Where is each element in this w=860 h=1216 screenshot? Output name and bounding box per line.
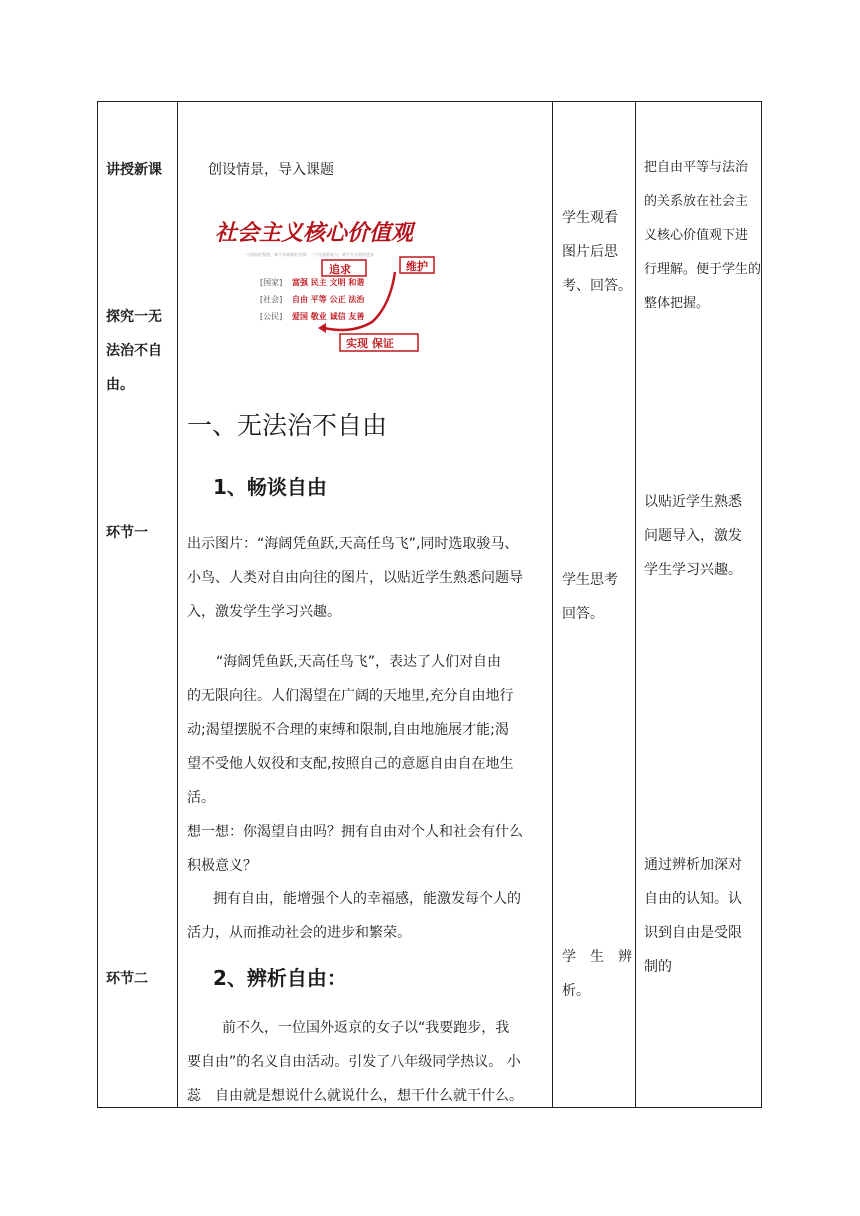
activity-line: 图片后思 xyxy=(562,244,618,260)
row-tag: [社会] xyxy=(260,295,283,304)
arrow-head xyxy=(318,323,326,333)
paragraph-line: 小鸟、人类对自由向往的图片，以贴近学生熟悉问题导 xyxy=(187,570,523,586)
activity-line: 回答。 xyxy=(562,606,604,622)
design-line: 通过辨析加深对 xyxy=(644,857,742,873)
column-divider xyxy=(177,102,178,1107)
design-line: 义核心价值观下进 xyxy=(644,228,749,243)
row-tag: [国家] xyxy=(260,278,283,287)
paragraph-line: 前不久，一位国外返京的女子以“我要跑步，我 xyxy=(222,1020,510,1036)
paragraph-line: 的无限向往。人们渴望在广阔的天地里,充分自由地行 xyxy=(187,688,514,704)
realize-label: 实现 保证 xyxy=(346,337,394,350)
design-line: 学生学习兴趣。 xyxy=(644,562,742,578)
design-line: 整体把握。 xyxy=(644,296,710,311)
activity-line: 考、回答。 xyxy=(562,278,632,294)
row-values: 自由 平等 公正 法治 xyxy=(292,295,365,304)
activity-line: 析。 xyxy=(562,983,590,999)
row-values: 爱国 敬业 诚信 友善 xyxy=(292,312,365,321)
column-divider xyxy=(635,102,636,1107)
design-line: 自由的认知。认 xyxy=(644,891,742,907)
paragraph-line: 出示图片：“海阔凭鱼跃,天高任鸟飞”,同时选取骏马、 xyxy=(187,536,519,552)
paragraph-line: 积极意义？ xyxy=(187,858,257,874)
maintain-label: 维护 xyxy=(406,260,428,273)
heading-subsection-2: 2、辨析自由： xyxy=(213,966,347,990)
design-line: 的关系放在社会主 xyxy=(644,194,749,209)
paragraph-line: 蕊 自由就是想说什么就说什么，想干什么就干什么。 xyxy=(187,1088,523,1104)
row-tag: [公民] xyxy=(260,312,283,321)
heading-subsection-1: 1、畅谈自由 xyxy=(213,475,327,499)
heading-section-1: 一、无法治不自由 xyxy=(187,411,388,440)
explore-label-line: 由。 xyxy=(106,377,134,393)
section-label-new-lesson: 讲授新课 xyxy=(106,162,162,178)
design-line: 识到自由是受限 xyxy=(644,925,742,941)
link-label-1: 环节一 xyxy=(106,525,148,541)
activity-line: 学 生 辨 xyxy=(562,949,632,965)
activity-line: 学生观看 xyxy=(562,210,618,226)
banner-title: 社会主义核心价值观 xyxy=(215,220,414,246)
design-line: 制的 xyxy=(644,959,672,975)
design-line: 把自由平等与法治 xyxy=(644,160,749,175)
paragraph-line: 活。 xyxy=(187,790,215,806)
column-divider xyxy=(552,102,553,1107)
paragraph-line: 望不受他人奴役和支配,按照自己的意愿自由自在地生 xyxy=(187,756,514,772)
row-values: 富强 民主 文明 和谐 xyxy=(292,278,365,287)
pursue-label: 追求 xyxy=(329,263,351,276)
paragraph-line: 活力，从而推动社会的进步和繁荣。 xyxy=(187,925,411,941)
banner-subtitle: 一个国家的强盛，离不开精神的支撑；一个民族的复兴，离不开文明的进步 xyxy=(242,252,374,257)
intro-text: 创设情景，导入课题 xyxy=(208,162,334,178)
paragraph-line: 要自由”的名义自由活动。引发了八年级同学热议。 小 xyxy=(187,1054,521,1070)
paragraph-line: 入，激发学生学习兴趣。 xyxy=(187,604,341,620)
design-line: 问题导入，激发 xyxy=(644,528,742,544)
paragraph-line: “海阔凭鱼跃,天高任鸟飞”，表达了人们对自由 xyxy=(216,654,501,670)
explore-label-line: 探究一无 xyxy=(106,309,162,325)
design-line: 以贴近学生熟悉 xyxy=(644,494,742,510)
paragraph-line: 想一想：你渴望自由吗？拥有自由对个人和社会有什么 xyxy=(187,824,523,840)
paragraph-line: 拥有自由，能增强个人的幸福感，能激发每个人的 xyxy=(213,891,521,907)
core-values-banner xyxy=(212,210,428,355)
link-label-2: 环节二 xyxy=(106,971,148,987)
activity-line: 学生思考 xyxy=(562,572,618,588)
core-values-graphic xyxy=(212,210,428,355)
explore-label-line: 法治不自 xyxy=(106,343,162,359)
design-line: 行理解。便于学生的 xyxy=(644,262,762,277)
paragraph-line: 动;渴望摆脱不合理的束缚和限制,自由地施展才能;渴 xyxy=(187,722,509,738)
